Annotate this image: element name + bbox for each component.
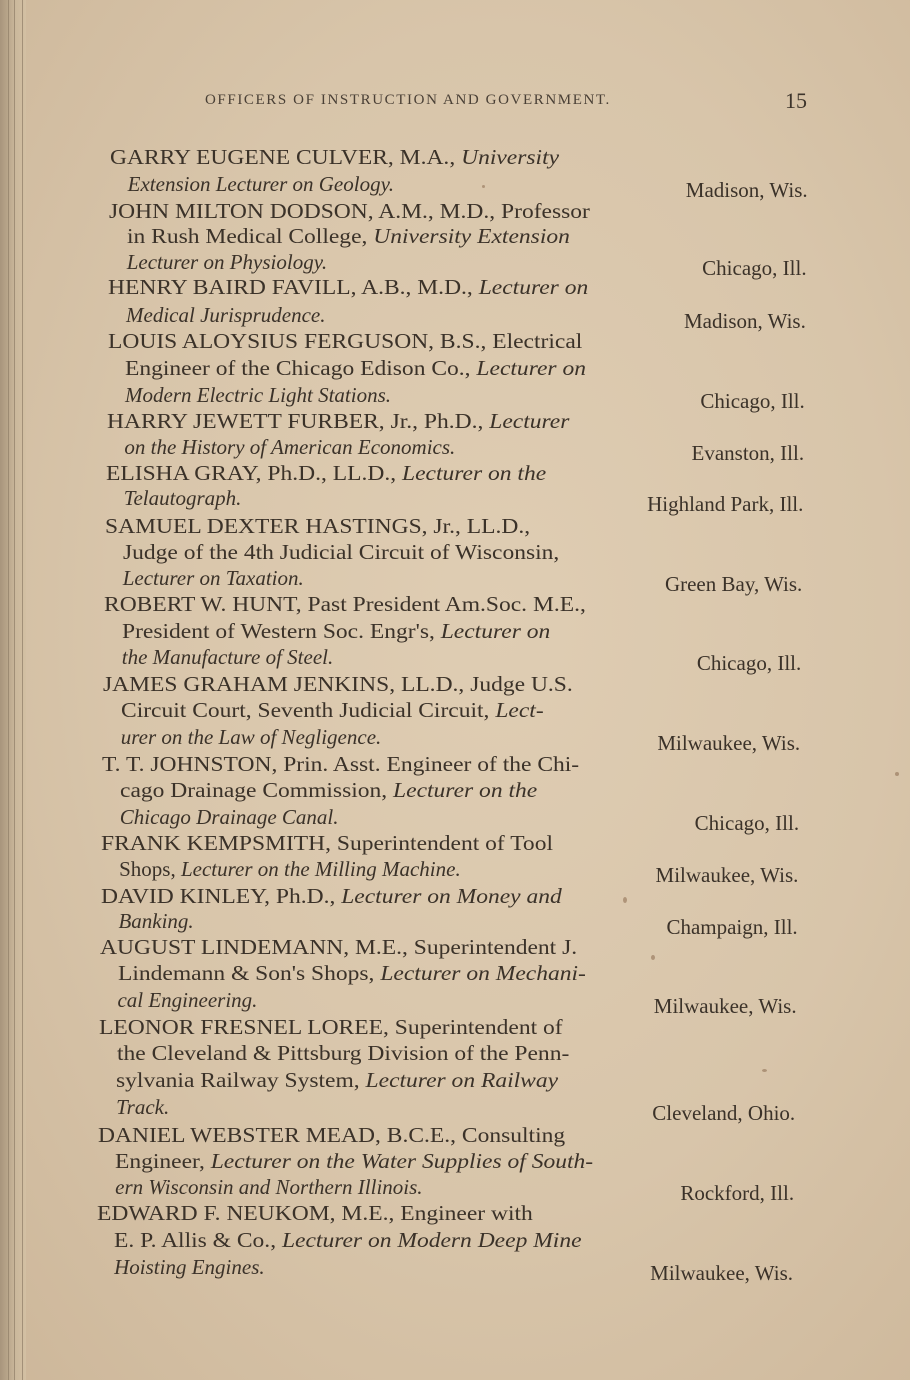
italic-text: on the History of American Economics. xyxy=(124,435,456,459)
running-header xyxy=(205,90,815,114)
line-text xyxy=(107,408,569,434)
roman-text: ROBERT W. HUNT, Past President Am.Soc. M.E., xyxy=(104,592,587,616)
line-text xyxy=(125,382,391,408)
line-text xyxy=(117,987,257,1013)
italic-text: cal Engineering. xyxy=(117,988,258,1012)
line-text xyxy=(124,434,455,460)
paper-speck xyxy=(482,185,485,188)
roman-text: FRANK KEMPSMITH, Superintendent of Tool xyxy=(101,831,554,855)
line-text xyxy=(123,565,304,591)
roman-text: Circuit Court, Seventh Judicial Circuit, xyxy=(121,698,496,722)
line-text xyxy=(124,485,242,511)
line-text xyxy=(109,198,590,224)
line-text xyxy=(121,724,382,750)
roman-text: LOUIS ALOYSIUS FERGUSON, B.S., Electrical xyxy=(107,329,583,353)
line-text xyxy=(117,1040,569,1066)
italic-text: Banking. xyxy=(118,909,194,933)
roman-text: sylvania Railway System, xyxy=(116,1068,367,1092)
line-text xyxy=(116,1067,558,1093)
roman-text: President of Western Soc. Engr's, xyxy=(122,619,441,643)
roman-text: HARRY JEWETT FURBER, Jr., Ph.D., xyxy=(106,409,489,433)
italic-text: Telautograph. xyxy=(123,486,242,510)
paper-speck xyxy=(623,897,627,903)
roman-text: Engineer, xyxy=(115,1149,212,1173)
roman-text: JAMES GRAHAM JENKINS, LL.D., Judge U.S. xyxy=(103,672,574,696)
officer-location: Chicago, Ill. xyxy=(700,389,805,413)
officer-location: Chicago, Ill. xyxy=(696,651,802,675)
officer-description-line xyxy=(121,724,382,750)
officer-description-line xyxy=(116,1067,559,1093)
line-text xyxy=(102,751,579,777)
officer-description-line xyxy=(120,777,538,803)
line-text xyxy=(125,355,586,381)
officer-location: Chicago, Ill. xyxy=(694,811,800,835)
italic-text: Lecturer on Physiology. xyxy=(126,250,328,274)
officer-description-line xyxy=(114,1227,582,1253)
roman-text: EDWARD F. NEUKOM, M.E., Engineer with xyxy=(96,1201,533,1225)
officer-name-line xyxy=(103,671,574,697)
italic-text: Lecturer on xyxy=(479,275,589,299)
running-title: OFFICERS OF INSTRUCTION AND GOVERNMENT. xyxy=(205,92,611,108)
italic-text: Lecturer on the Water Supplies of South- xyxy=(211,1149,594,1173)
line-text xyxy=(115,1174,422,1200)
officer-name-line xyxy=(108,274,589,300)
officer-location: Milwaukee, Wis. xyxy=(657,731,801,755)
officer-description-line xyxy=(117,987,257,1013)
officer-name-line xyxy=(107,328,583,354)
italic-text: Medical Jurisprudence. xyxy=(126,303,326,327)
officer-description-line xyxy=(127,249,327,275)
roman-text: GARRY EUGENE CULVER, M.A., xyxy=(110,145,462,169)
officer-description-line xyxy=(117,960,586,986)
officer-description-line xyxy=(115,1148,594,1174)
officer-description-line xyxy=(116,1094,169,1120)
line-text xyxy=(101,883,562,909)
officer-name-line xyxy=(106,408,570,434)
roman-text: JOHN MILTON DODSON, A.M., M.D., Professor xyxy=(109,199,591,223)
officer-name-line xyxy=(99,1014,563,1040)
officer-name-line xyxy=(109,198,591,224)
officer-description-line xyxy=(126,302,325,328)
officer-description-line xyxy=(123,539,560,565)
officer-name-line xyxy=(104,591,587,617)
line-text xyxy=(127,223,570,249)
officer-location: Evanston, Ill. xyxy=(691,441,805,465)
roman-text: DANIEL WEBSTER MEAD, B.C.E., Consulting xyxy=(97,1123,565,1147)
line-text xyxy=(110,144,559,170)
officer-description-line xyxy=(122,618,551,644)
roman-text: E. P. Allis & Co., xyxy=(114,1228,283,1252)
roman-text: Lindemann & Son's Shops, xyxy=(117,961,381,985)
officer-location: Madison, Wis. xyxy=(685,178,808,202)
officer-description-line xyxy=(116,1040,570,1066)
roman-text: cago Drainage Commission, xyxy=(120,778,394,802)
roman-text: Shops, xyxy=(119,857,181,881)
officer-name-line xyxy=(101,830,554,856)
paper-speck xyxy=(762,1069,767,1072)
italic-text: Lecturer on the xyxy=(393,778,538,802)
line-text xyxy=(101,830,553,856)
paper-speck xyxy=(895,772,899,776)
roman-text: DAVID KINLEY, Ph.D., xyxy=(100,884,341,908)
line-text xyxy=(114,1227,582,1253)
line-text xyxy=(98,1122,565,1148)
italic-text: University xyxy=(461,145,560,169)
line-text xyxy=(118,960,586,986)
officer-description-line xyxy=(123,565,304,591)
officer-description-line xyxy=(127,223,570,249)
line-text xyxy=(105,513,530,539)
officer-location: Rockford, Ill. xyxy=(680,1181,795,1205)
italic-text: Lecturer on the xyxy=(402,461,547,485)
italic-text: Chicago Drainage Canal. xyxy=(119,805,339,829)
officer-description-line xyxy=(128,171,394,197)
roman-text: ELISHA GRAY, Ph.D., LL.D., xyxy=(106,461,403,485)
page-edge-line xyxy=(22,0,23,1380)
roman-text: Engineer of the Chicago Edison Co., xyxy=(125,356,477,380)
officer-location: Champaign, Ill. xyxy=(666,915,798,939)
roman-text: AUGUST LINDEMANN, M.E., Superintendent J. xyxy=(100,935,578,959)
roman-text: HENRY BAIRD FAVILL, A.B., M.D., xyxy=(108,275,480,299)
officer-description-line xyxy=(119,856,461,882)
officer-description-line xyxy=(114,1254,265,1280)
italic-text: Lecturer on Money and xyxy=(340,884,562,908)
line-text xyxy=(127,249,327,275)
officer-location: Cleveland, Ohio. xyxy=(652,1101,796,1125)
line-text xyxy=(116,1094,169,1120)
italic-text: Lecturer on xyxy=(476,356,587,380)
line-text xyxy=(99,1014,563,1040)
officer-location: Milwaukee, Wis. xyxy=(650,1261,793,1285)
line-text xyxy=(118,908,193,934)
italic-text: Track. xyxy=(116,1095,170,1119)
line-text xyxy=(106,460,546,486)
officer-name-line xyxy=(110,144,560,170)
officer-location: Highland Park, Ill. xyxy=(647,492,804,516)
officer-name-line xyxy=(105,513,531,539)
line-text xyxy=(104,591,586,617)
roman-text: in Rush Medical College, xyxy=(127,224,374,248)
officer-location: Milwaukee, Wis. xyxy=(655,863,799,887)
line-text xyxy=(100,934,577,960)
page-edge-line xyxy=(14,0,15,1380)
officer-name-line xyxy=(100,934,578,960)
italic-text: the Manufacture of Steel. xyxy=(121,645,334,669)
italic-text: Lecturer on Taxation. xyxy=(122,566,304,590)
line-text xyxy=(108,274,588,300)
line-text xyxy=(119,856,461,882)
roman-text: Judge of the 4th Judicial Circuit of Wisconsin, xyxy=(123,540,560,564)
italic-text: University Extension xyxy=(373,224,570,248)
italic-text: Lecturer on Railway xyxy=(366,1068,559,1092)
officer-description-line xyxy=(118,908,193,934)
roman-text: the Cleveland & Pittsburg Division of the Penn- xyxy=(116,1041,570,1065)
italic-text: urer on the Law of Negligence. xyxy=(120,725,382,749)
officer-location: Milwaukee, Wis. xyxy=(653,994,797,1018)
line-text xyxy=(114,1254,265,1280)
italic-text: Hoisting Engines. xyxy=(114,1255,265,1279)
italic-text: Lecturer on xyxy=(440,619,551,643)
roman-text: SAMUEL DEXTER HASTINGS, Jr., LL.D., xyxy=(105,514,531,538)
officer-name-line xyxy=(106,460,547,486)
line-text xyxy=(126,302,325,328)
roman-text: LEONOR FRESNEL LOREE, Superintendent of xyxy=(99,1015,563,1039)
roman-text: T. T. JOHNSTON, Prin. Asst. Engineer of the Chi- xyxy=(102,752,580,776)
line-text xyxy=(108,328,582,354)
line-text xyxy=(103,671,573,697)
officer-description-line xyxy=(115,1174,422,1200)
officer-description-line xyxy=(120,804,339,830)
line-text xyxy=(97,1200,533,1226)
line-text xyxy=(120,777,537,803)
officer-name-line xyxy=(97,1122,565,1148)
italic-text: Lecturer on Mechani- xyxy=(380,961,586,985)
paper-speck xyxy=(651,955,655,960)
line-text xyxy=(121,697,544,723)
officer-location: Chicago, Ill. xyxy=(702,256,807,280)
italic-text: Extension Lecturer on Geology. xyxy=(127,172,394,196)
italic-text: Lecturer on the Milling Machine. xyxy=(180,857,461,881)
page-edge-line xyxy=(8,0,9,1380)
page-number: 15 xyxy=(785,88,807,113)
officer-name-line xyxy=(96,1200,533,1226)
italic-text: Lect- xyxy=(495,698,544,722)
officer-name-line xyxy=(100,883,562,909)
line-text xyxy=(122,644,334,670)
line-text xyxy=(115,1148,593,1174)
officer-description-line xyxy=(121,697,544,723)
line-text xyxy=(120,804,339,830)
line-text xyxy=(122,618,550,644)
officer-description-line xyxy=(125,355,587,381)
italic-text: Lecturer xyxy=(488,409,570,433)
italic-text: ern Wisconsin and Northern Illinois. xyxy=(115,1175,423,1199)
officer-description-line xyxy=(125,382,391,408)
officer-description-line xyxy=(122,644,334,670)
line-text xyxy=(128,171,394,197)
officer-location: Madison, Wis. xyxy=(684,309,806,333)
officer-location: Green Bay, Wis. xyxy=(664,572,803,596)
italic-text: Modern Electric Light Stations. xyxy=(125,383,391,407)
officer-name-line xyxy=(102,751,580,777)
officer-description-line xyxy=(124,434,455,460)
line-text xyxy=(123,539,559,565)
officer-description-line xyxy=(124,485,242,511)
italic-text: Lecturer on Modern Deep Mine xyxy=(282,1228,582,1252)
